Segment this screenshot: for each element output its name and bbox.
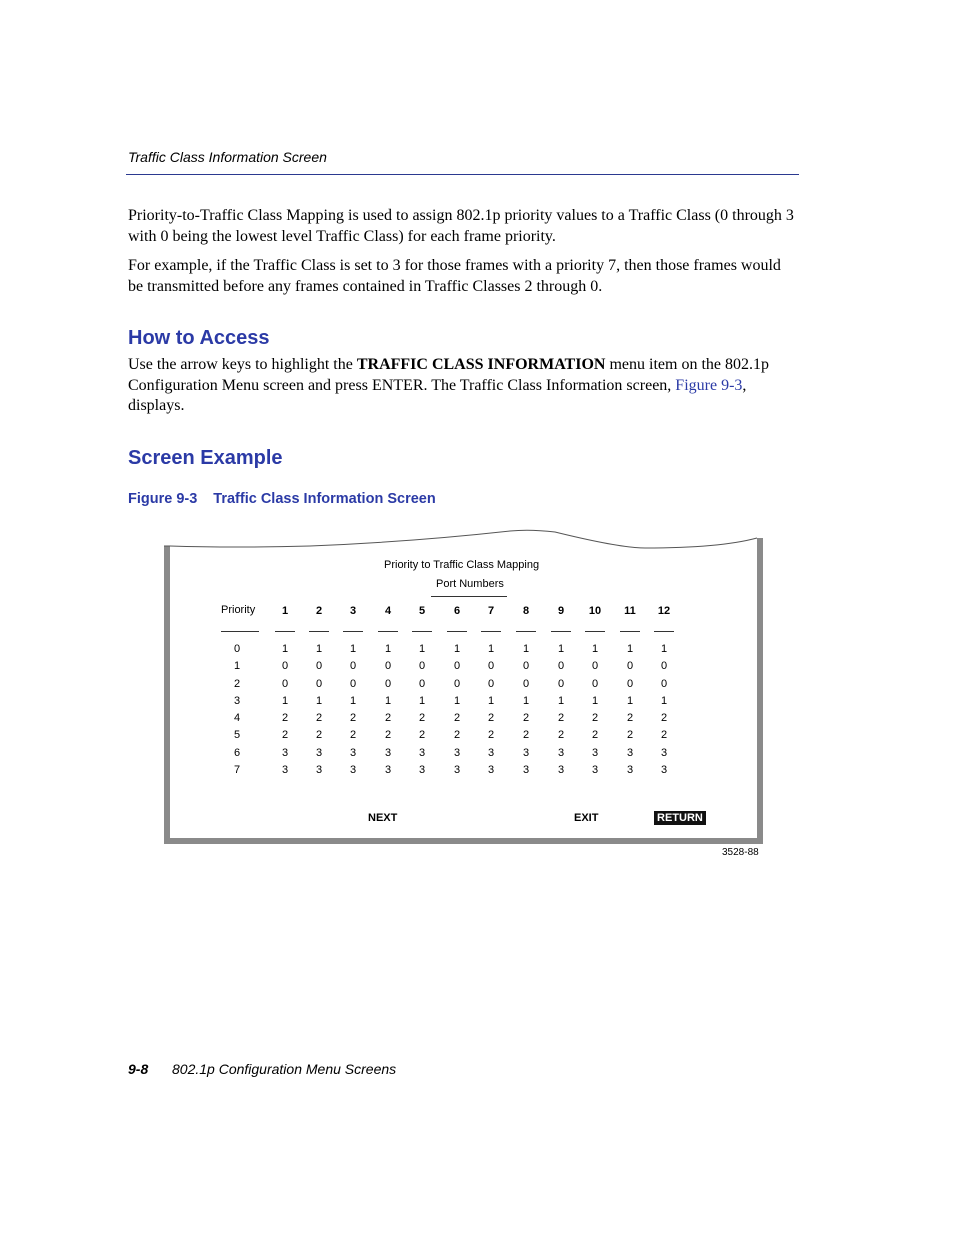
exit-command[interactable]: EXIT xyxy=(574,812,599,824)
traffic-class-cell[interactable]: 2 xyxy=(453,729,461,741)
traffic-class-cell[interactable]: 2 xyxy=(522,712,530,724)
chapter-title: 802.1p Configuration Menu Screens xyxy=(172,1061,397,1077)
traffic-class-cell[interactable]: 0 xyxy=(315,678,323,690)
traffic-class-cell[interactable]: 1 xyxy=(626,643,634,655)
traffic-class-cell[interactable]: 2 xyxy=(557,729,565,741)
figure-number: Figure 9-3 xyxy=(128,491,198,507)
intro-paragraph: Priority-to-Traffic Class Mapping is used to assign 802.1p priority values to a Traffic Class (0 through 3 with 0 being the lowest level Traffic Class) for each frame priority. xyxy=(128,207,794,245)
traffic-class-cell[interactable]: 3 xyxy=(591,747,599,759)
port-underline xyxy=(481,631,501,632)
traffic-class-cell[interactable]: 2 xyxy=(384,729,392,741)
traffic-class-cell[interactable]: 2 xyxy=(660,729,668,741)
traffic-class-cell[interactable]: 0 xyxy=(487,660,495,672)
traffic-class-cell[interactable]: 0 xyxy=(660,660,668,672)
traffic-class-cell[interactable]: 0 xyxy=(557,660,565,672)
traffic-class-cell[interactable]: 2 xyxy=(453,712,461,724)
port-header: 6 xyxy=(453,605,461,617)
next-command[interactable]: NEXT xyxy=(368,812,398,824)
port-numbers-underline xyxy=(431,596,507,597)
traffic-class-cell[interactable]: 3 xyxy=(660,747,668,759)
traffic-class-cell[interactable]: 0 xyxy=(384,660,392,672)
traffic-class-cell[interactable]: 3 xyxy=(522,764,530,776)
traffic-class-cell[interactable]: 2 xyxy=(281,729,289,741)
priority-value: 2 xyxy=(233,678,241,690)
figure-title: Traffic Class Information Screen xyxy=(213,491,436,507)
menu-item-name: TRAFFIC CLASS INFORMATION xyxy=(356,356,606,373)
traffic-class-cell[interactable]: 1 xyxy=(384,695,392,707)
traffic-class-cell[interactable]: 1 xyxy=(315,643,323,655)
return-command[interactable]: RETURN xyxy=(654,811,706,825)
traffic-class-cell[interactable]: 3 xyxy=(626,764,634,776)
port-underline xyxy=(654,631,674,632)
traffic-class-cell[interactable]: 2 xyxy=(591,729,599,741)
traffic-class-cell[interactable]: 2 xyxy=(315,729,323,741)
traffic-class-cell[interactable]: 2 xyxy=(522,729,530,741)
traffic-class-cell[interactable]: 0 xyxy=(626,678,634,690)
traffic-class-cell[interactable]: 1 xyxy=(626,695,634,707)
traffic-class-cell[interactable]: 0 xyxy=(418,678,426,690)
figure-id-code: 3528-88 xyxy=(722,847,759,858)
traffic-class-cell[interactable]: 2 xyxy=(281,712,289,724)
traffic-class-cell[interactable]: 2 xyxy=(349,729,357,741)
port-header: 10 xyxy=(588,605,602,617)
priority-value: 1 xyxy=(233,660,241,672)
traffic-class-cell[interactable]: 0 xyxy=(591,660,599,672)
access-text-before: Use the arrow keys to highlight the xyxy=(128,356,357,373)
traffic-class-cell[interactable]: 2 xyxy=(315,712,323,724)
traffic-class-cell[interactable]: 1 xyxy=(315,695,323,707)
traffic-class-cell[interactable]: 1 xyxy=(522,643,530,655)
priority-underline xyxy=(221,631,259,632)
traffic-class-cell[interactable]: 3 xyxy=(281,747,289,759)
traffic-class-cell[interactable]: 3 xyxy=(453,747,461,759)
traffic-class-cell[interactable]: 3 xyxy=(418,747,426,759)
port-underline xyxy=(516,631,536,632)
traffic-class-cell[interactable]: 3 xyxy=(591,764,599,776)
traffic-class-cell[interactable]: 0 xyxy=(626,660,634,672)
traffic-class-cell[interactable]: 0 xyxy=(453,678,461,690)
traffic-class-cell[interactable]: 1 xyxy=(281,695,289,707)
priority-value: 5 xyxy=(233,729,241,741)
traffic-class-cell[interactable]: 1 xyxy=(349,643,357,655)
traffic-class-cell[interactable]: 0 xyxy=(281,660,289,672)
port-header: 7 xyxy=(487,605,495,617)
port-header: 11 xyxy=(624,605,636,617)
traffic-class-cell[interactable]: 2 xyxy=(557,712,565,724)
traffic-class-cell[interactable]: 0 xyxy=(453,660,461,672)
traffic-class-cell[interactable]: 2 xyxy=(626,712,634,724)
priority-value: 0 xyxy=(233,643,241,655)
port-underline xyxy=(309,631,329,632)
priority-value: 4 xyxy=(233,712,241,724)
traffic-class-cell[interactable]: 2 xyxy=(418,729,426,741)
traffic-class-cell[interactable]: 0 xyxy=(349,678,357,690)
traffic-class-cell[interactable]: 3 xyxy=(660,764,668,776)
traffic-class-cell[interactable]: 3 xyxy=(281,764,289,776)
traffic-class-cell[interactable]: 3 xyxy=(487,747,495,759)
traffic-class-cell[interactable]: 0 xyxy=(557,678,565,690)
priority-label: Priority xyxy=(221,604,256,616)
traffic-class-cell[interactable]: 3 xyxy=(557,747,565,759)
traffic-class-cell[interactable]: 1 xyxy=(591,643,599,655)
traffic-class-cell[interactable]: 2 xyxy=(487,729,495,741)
traffic-class-cell[interactable]: 1 xyxy=(660,695,668,707)
priority-value: 3 xyxy=(233,695,241,707)
traffic-class-cell[interactable]: 1 xyxy=(384,643,392,655)
port-header: 5 xyxy=(418,605,426,617)
port-header: 9 xyxy=(557,605,565,617)
port-underline xyxy=(275,631,295,632)
traffic-class-cell[interactable]: 1 xyxy=(418,695,426,707)
traffic-class-cell[interactable]: 1 xyxy=(349,695,357,707)
traffic-class-cell[interactable]: 1 xyxy=(522,695,530,707)
traffic-class-cell[interactable]: 3 xyxy=(487,764,495,776)
port-underline xyxy=(412,631,432,632)
port-header: 1 xyxy=(281,605,289,617)
port-header: 12 xyxy=(657,605,671,617)
traffic-class-cell[interactable]: 1 xyxy=(591,695,599,707)
traffic-class-cell[interactable]: 0 xyxy=(281,678,289,690)
traffic-class-cell[interactable]: 3 xyxy=(522,747,530,759)
traffic-class-cell[interactable]: 0 xyxy=(591,678,599,690)
traffic-class-cell[interactable]: 3 xyxy=(349,764,357,776)
traffic-class-cell[interactable]: 1 xyxy=(487,643,495,655)
traffic-class-cell[interactable]: 1 xyxy=(281,643,289,655)
port-underline xyxy=(343,631,363,632)
access-text-middle: menu item on the 802.1p Configuration Menu screen and press ENTER. The Traffic Class Information screen, xyxy=(128,356,769,394)
traffic-class-cell[interactable]: 2 xyxy=(349,712,357,724)
traffic-class-cell[interactable]: 1 xyxy=(453,643,461,655)
port-underline xyxy=(551,631,571,632)
port-underline xyxy=(585,631,605,632)
traffic-class-cell[interactable]: 2 xyxy=(626,729,634,741)
port-header: 8 xyxy=(522,605,530,617)
traffic-class-cell[interactable]: 3 xyxy=(418,764,426,776)
traffic-class-cell[interactable]: 3 xyxy=(557,764,565,776)
running-header: Traffic Class Information Screen xyxy=(128,149,327,165)
traffic-class-cell[interactable]: 1 xyxy=(453,695,461,707)
traffic-class-cell[interactable]: 1 xyxy=(557,643,565,655)
traffic-class-cell[interactable]: 2 xyxy=(660,712,668,724)
priority-value: 6 xyxy=(233,747,241,759)
traffic-class-cell[interactable]: 0 xyxy=(384,678,392,690)
example-paragraph: For example, if the Traffic Class is set to 3 for those frames with a priority 7, then those frames would be transmitted before any frames contained in Traffic Classes 2 through 0. xyxy=(128,257,781,295)
header-rule xyxy=(126,174,799,175)
traffic-class-cell[interactable]: 3 xyxy=(453,764,461,776)
traffic-class-cell[interactable]: 2 xyxy=(418,712,426,724)
port-underline xyxy=(620,631,640,632)
port-header: 2 xyxy=(315,605,323,617)
page-number: 9-8 xyxy=(128,1061,149,1077)
traffic-class-cell[interactable]: 3 xyxy=(315,764,323,776)
traffic-class-cell[interactable]: 3 xyxy=(384,747,392,759)
traffic-class-cell[interactable]: 1 xyxy=(418,643,426,655)
traffic-class-cell[interactable]: 0 xyxy=(522,660,530,672)
port-header: 3 xyxy=(349,605,357,617)
traffic-class-cell[interactable]: 0 xyxy=(660,678,668,690)
traffic-class-cell[interactable]: 0 xyxy=(487,678,495,690)
figure-caption xyxy=(128,491,436,507)
how-to-access-paragraph xyxy=(128,355,798,417)
screen-example-heading: Screen Example xyxy=(128,447,283,469)
access-text-after: , displays. xyxy=(128,376,747,414)
priority-value: 7 xyxy=(233,764,241,776)
traffic-class-cell[interactable]: 3 xyxy=(349,747,357,759)
traffic-class-cell[interactable]: 1 xyxy=(487,695,495,707)
port-underline xyxy=(378,631,398,632)
traffic-class-cell[interactable]: 0 xyxy=(522,678,530,690)
traffic-class-cell[interactable]: 0 xyxy=(315,660,323,672)
traffic-class-cell[interactable]: 3 xyxy=(626,747,634,759)
traffic-class-cell[interactable]: 1 xyxy=(557,695,565,707)
port-header: 4 xyxy=(384,605,392,617)
traffic-class-cell[interactable]: 0 xyxy=(349,660,357,672)
traffic-class-cell[interactable]: 1 xyxy=(660,643,668,655)
figure-link[interactable]: Figure 9-3 xyxy=(675,376,743,394)
traffic-class-cell[interactable]: 2 xyxy=(487,712,495,724)
traffic-class-cell[interactable]: 2 xyxy=(591,712,599,724)
traffic-class-cell[interactable]: 3 xyxy=(384,764,392,776)
traffic-class-cell[interactable]: 3 xyxy=(315,747,323,759)
port-numbers-label: Port Numbers xyxy=(436,578,504,590)
torn-edge xyxy=(164,530,757,548)
traffic-class-cell[interactable]: 0 xyxy=(418,660,426,672)
how-to-access-heading: How to Access xyxy=(128,327,270,349)
traffic-class-cell[interactable]: 2 xyxy=(384,712,392,724)
screen-title: Priority to Traffic Class Mapping xyxy=(384,559,540,571)
port-underline xyxy=(447,631,467,632)
